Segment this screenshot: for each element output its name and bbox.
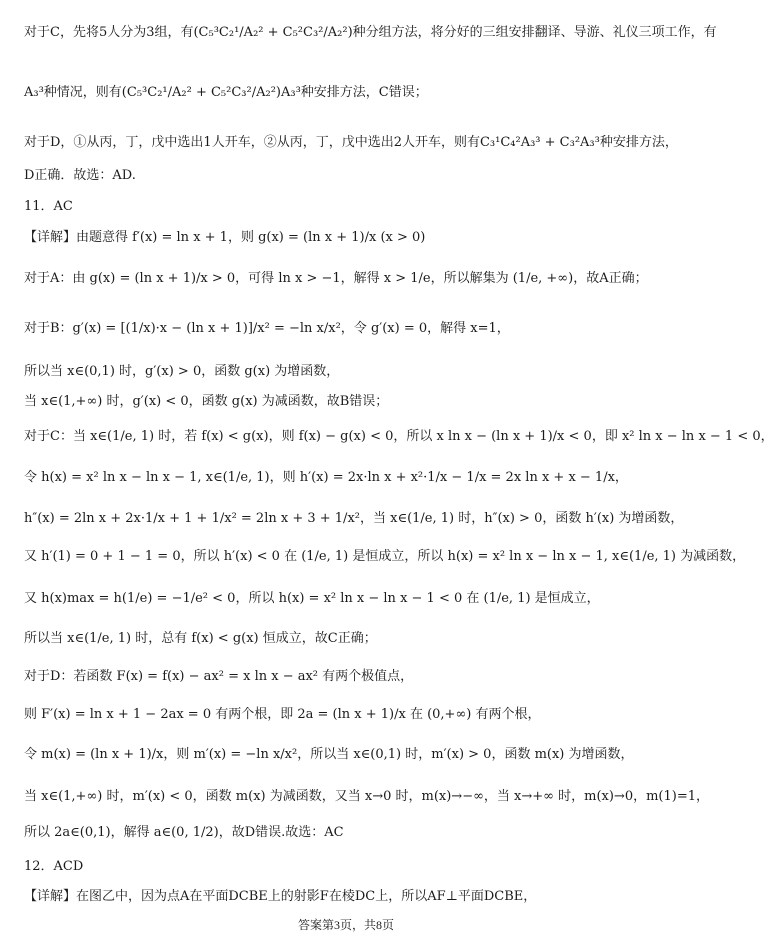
- text-line-2: A₃³种情况，则有(C₅³C₂¹/A₂² + C₅²C₃²/A₂²)A₃³种安排方法，C错误；: [24, 85, 428, 100]
- text-line-8: 对于B：g′(x) = [(1/x)·x − (ln x + 1)]/x² = −ln x/x²，令 g′(x) = 0，解得 x=1，: [24, 321, 510, 336]
- page-footer: 答案第3页，共8页: [297, 918, 394, 932]
- text-line-16: 所以当 x∈(1/e, 1) 时，总有 f(x) < g(x) 恒成立，故C正确；: [24, 631, 377, 646]
- text-line-6: 【详解】由题意得 f′(x) = ln x + 1，则 g(x) = (ln x + 1)/x (x > 0): [24, 230, 426, 245]
- text-line-20: 当 x∈(1,+∞) 时，m′(x) < 0，函数 m(x) 为减函数，又当 x→0 时，m(x)→−∞，当 x→+∞ 时，m(x)→0，m(1)=1，: [24, 789, 709, 804]
- text-line-15: 又 h(x)max = h(1/e) = −1/e² < 0，所以 h(x) = x² ln x − ln x − 1 < 0 在 (1/e, 1) 是恒成立，: [24, 591, 600, 606]
- text-line-17: 对于D：若函数 F(x) = f(x) − ax² = x ln x − ax² 有两个极值点，: [24, 669, 414, 684]
- text-line-4: D正确．故选：AD.: [24, 168, 136, 183]
- text-line-7: 对于A：由 g(x) = (ln x + 1)/x > 0，可得 ln x > −1，解得 x > 1/e，所以解集为 (1/e, +∞)，故A正确；: [24, 271, 648, 286]
- text-line-10: 当 x∈(1,+∞) 时，g′(x) < 0，函数 g(x) 为减函数，故B错误；: [24, 394, 389, 409]
- text-line-12: 令 h(x) = x² ln x − ln x − 1, x∈(1/e, 1)，则 h′(x) = 2x·ln x + x²·1/x − 1/x = 2x ln x + x − 1/x，: [24, 470, 628, 485]
- text-line-9: 所以当 x∈(0,1) 时，g′(x) > 0，函数 g(x) 为增函数，: [24, 364, 340, 379]
- text-line-19: 令 m(x) = (ln x + 1)/x，则 m′(x) = −ln x/x²，所以当 x∈(0,1) 时，m′(x) > 0，函数 m(x) 为增函数，: [24, 747, 634, 762]
- text-line-22: 12．ACD: [24, 859, 84, 874]
- text-line-23: 【详解】在图乙中，因为点A在平面DCBE上的射影F在棱DC上，所以AF⊥平面DCBE，: [24, 889, 537, 904]
- text-line-5: 11．AC: [24, 199, 73, 214]
- text-line-3: 对于D，①从丙，丁，戊中选出1人开车，②从丙，丁，戊中选出2人开车，则有C₃¹C₄²A₃³ + C₃²A₃³种安排方法，: [24, 135, 678, 150]
- text-line-18: 则 F′(x) = ln x + 1 − 2ax = 0 有两个根，即 2a = (ln x + 1)/x 在 (0,+∞) 有两个根，: [24, 707, 541, 722]
- text-line-11: 对于C：当 x∈(1/e, 1) 时，若 f(x) < g(x)，则 f(x) − g(x) < 0，所以 x ln x − (ln x + 1)/x < 0，即 x² ln x − ln x − 1 < 0，: [24, 429, 774, 444]
- text-line-1: 对于C，先将5人分为3组，有(C₅³C₂¹/A₂² + C₅²C₃²/A₂²)种分组方法，将分好的三组安排翻译、导游、礼仪三项工作，有: [24, 25, 717, 40]
- text-line-21: 所以 2a∈(0,1)，解得 a∈(0, 1/2)，故D错误.故选：AC: [24, 825, 344, 840]
- text-line-14: 又 h′(1) = 0 + 1 − 1 = 0，所以 h′(x) < 0 在 (1/e, 1) 是恒成立，所以 h(x) = x² ln x − ln x − 1, x∈(1/e, 1) 为减函数，: [24, 549, 746, 564]
- text-line-13: h″(x) = 2ln x + 2x·1/x + 1 + 1/x² = 2ln x + 3 + 1/x²，当 x∈(1/e, 1) 时，h″(x) > 0，函数 h′(x) 为增函数，: [24, 511, 684, 526]
